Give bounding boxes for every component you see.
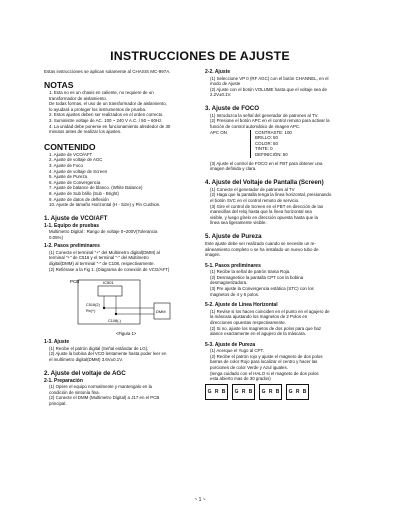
text-line: De todas formas, el uso de un transformador de aislamiento, (49, 101, 167, 107)
grb-box-1 (205, 384, 228, 400)
text-line: 1. Ajuste de VCO/AFT (49, 151, 93, 157)
contenido-list (44, 152, 204, 208)
text-line: porciones de color Verde y Azul iguales. (210, 364, 288, 370)
text-line: barras de color Rojo para localizar el centro y hacer las (210, 359, 318, 365)
grb-letter: G (288, 388, 293, 395)
figure-caption: <Figura 1> (116, 331, 137, 337)
text-line: esta abierto mas de 30 grados) (210, 376, 271, 382)
text-line: (2) Recibe el patrón rojo y ajuste el magneto de dos polos (210, 353, 323, 359)
text-line: principal. (49, 400, 67, 406)
text-line: 7. Ajuste de balance de blanco. (White Balance) (49, 185, 143, 191)
ic501-box (98, 286, 122, 296)
page-title: INSTRUCCIONES DE AJUSTE (110, 49, 290, 63)
text-line: terminal "+" de C516 y el terminal "-" del Multimetro (49, 255, 149, 261)
section-5-2-list (205, 309, 375, 337)
section-5-1-list (205, 269, 375, 297)
rx-label: Rx(+) (86, 309, 96, 314)
text-line: (2) Ajuste con el botón VOLUME hasta que el voltaje sea de (210, 86, 327, 92)
page-number: ~ 1 ~ (194, 497, 206, 503)
text-line: manecillas del reloj hasta que la línea horizontal sea (210, 209, 312, 215)
grb-box-3 (259, 384, 282, 400)
grb-letter: B (248, 388, 253, 395)
section-3-heading: 3. Ajuste de FOCO (205, 104, 260, 112)
left-column (44, 69, 204, 406)
text-line: (2) Desmagnetice la pantalla CPT con la bobina (210, 274, 304, 280)
section-3-list (205, 113, 375, 130)
pcb-label: PCB (70, 279, 80, 285)
intro-text: Estas instrucciones se aplican solamente al CHASIS MC-997A. (44, 69, 171, 74)
section-1-2-heading: 1-2. Pasos preliminares (44, 243, 100, 250)
grb-box-2 (232, 384, 255, 400)
notas-list (44, 90, 204, 135)
text-line: alance exactamente en el agujero de la máscara. (210, 331, 306, 337)
apc-values (250, 130, 292, 158)
c108-label: C108(-) (108, 319, 121, 324)
contenido-heading: CONTENIDO (44, 141, 96, 152)
grb-letter: R (214, 388, 219, 395)
text-line: imagen definida y clara. (210, 166, 257, 172)
section-1-2-list (44, 250, 204, 272)
section-5-intro (205, 241, 375, 258)
section-5-3-list (205, 348, 375, 382)
section-2-1-list (44, 384, 204, 406)
section-1-3-list (44, 346, 204, 363)
section-5-3-heading: 5-3. Ajuste de Pureza (205, 341, 256, 348)
c516-label: C516(2) (86, 303, 100, 308)
text-line: función de control automático de imagen APC. (210, 124, 301, 130)
section-4-heading: 4. Ajuste del Voltaje de Pantalla (Screen) (205, 178, 324, 186)
section-1-3-heading: 1-3. Ajuste (44, 339, 70, 346)
text-line: imagen. (205, 252, 221, 258)
text-line: (3) Ajuste el control de FOCO en el FBT para obtener una (210, 160, 323, 166)
text-line: direcciones opuestas respectivamente. (210, 319, 286, 325)
section-1-heading: 1. Ajuste de VCO/AFT (44, 214, 108, 222)
section-2-2-list (205, 76, 375, 98)
text-line: (1) Revise si los haces coinciden en el punto en el agujero de (210, 308, 330, 314)
dmm-label: DMM (156, 309, 166, 315)
apc-block (205, 130, 375, 158)
section-5-2-heading: 5-2. Ajuste de Línea Horizontal (205, 302, 278, 309)
text-line: (1) Conecte el terminal "+" del Multimetro digital(DMM) al (49, 249, 160, 255)
text-line: la máscara ajustando los magnetos de 2 Polos en (210, 314, 308, 320)
text-line: lo ayudará a proteger los instrumentos de prueba. (49, 106, 147, 112)
figure-1-diagram (68, 275, 188, 339)
text-line: el botón SVC en el control remoto de servicio. (210, 198, 300, 203)
text-line: (1) Recibe la señal de patrón trama Roja. (210, 269, 291, 275)
text-line: (2) Haga que la pantalla tenga la línea horizontal, presionando (210, 192, 332, 198)
text-line: (1) Introduzca la señal del generador de patrones al TV. (210, 112, 319, 118)
grb-letter: B (275, 388, 280, 395)
text-line: (1) Recibe el patrón digital (Señal estándar de LG). (49, 345, 149, 351)
text-line: línea sea ligeramente visible. (210, 220, 267, 226)
text-line: COLOR: 50 (255, 140, 278, 146)
apc-label: APC ON (210, 129, 227, 135)
text-line: 0.05%) (49, 234, 63, 240)
text-line: 10. Ajuste de tamaño Horizontal (H - Size) y Pin Cushion. (49, 202, 161, 208)
right-column (205, 69, 375, 400)
text-line: 5. Ajuste de Pureza (49, 174, 88, 180)
section-1-1-text (44, 229, 204, 240)
section-5-1-heading: 5-1. Pasos preliminares (205, 262, 261, 269)
text-line: 6. Ajuste de Convergencia (49, 179, 101, 185)
section-2-2-heading: 2-2. Ajuste (205, 69, 231, 75)
text-line: (1) Opere el equipo normalmente y mantengalo en la (49, 384, 152, 390)
text-line: BRILLO: 50 (255, 135, 278, 141)
text-line: 2.2V±0.1V. (210, 92, 232, 98)
text-line: transformador de aislamiento. (49, 95, 108, 101)
text-line: CONTRASTE: 100 (255, 129, 292, 135)
text-line: 3. Ajuste de Foco (49, 162, 83, 168)
grb-letter: B (221, 388, 226, 395)
text-line: (2) Presione el botón APC en el control remoto para activar la (210, 118, 330, 124)
text-line: 9. Ajuste de datos de deflexión (49, 196, 109, 202)
text-line: (2) Refiérase a la Fig 1. (Diagrama de conexión de VCO/AFT) (49, 266, 170, 272)
grb-boxes (205, 384, 375, 400)
text-line: (1) Conecte el generador de patrones al TV (210, 186, 295, 192)
section-1-1-heading: 1-1. Equipo de pruebas (44, 222, 100, 229)
grb-box-4 (286, 384, 309, 400)
text-line: TINTE: 0 (255, 146, 273, 152)
grb-letter: G (261, 388, 266, 395)
text-line: alineamiento completo o se ha instalado un nuevo tubo de (205, 246, 319, 252)
pcb-outline (78, 280, 140, 324)
text-line: DEFINICIÓN: 50 (255, 152, 288, 158)
text-line: visible, y luego gírelo en dirección opuesta hasta que la (210, 214, 318, 220)
text-line: 1. Esta no es un chasis en caliente, no requiere de un (49, 90, 154, 95)
text-line: Multimetro Digital : Rango de voltaje 0~200V(Tolerancia (49, 229, 158, 235)
text-line: 2. Ajuste de voltaje de AGC (49, 157, 103, 163)
text-line: Este ajuste debe ser realizado cuando se necesite un re- (205, 240, 316, 246)
text-line: (1) Seleccione VP 0 (RF AGC) con el botón CHANNEL, en el (210, 75, 329, 81)
section-2-1-heading: 2-1. Preparación (44, 377, 83, 384)
section-5-heading: 5. Ajuste de Pureza (205, 232, 262, 240)
text-line: desmagnetizadora. (210, 280, 248, 286)
text-line: magnetos de 4 y 6 polos. (210, 291, 260, 297)
text-line: 4. La unidad debe ponerse en funcionamiento alrededor de 30 (49, 123, 171, 129)
text-line: (2) Conecte el DMM (Multimetro Digital) a J17 en el PCB (49, 395, 160, 401)
text-line: condición de sintonía fina. (49, 389, 100, 395)
grb-letter: R (241, 388, 246, 395)
grb-letter: B (302, 388, 307, 395)
text-line: (tenga cuidado con el HALO si el magneto de dos polos (210, 370, 319, 376)
text-line: 3. Suministre voltaje de AC. 100 ~ 240 V A.C. / 50 ~ 60Hz. (49, 117, 163, 123)
grb-letter: G (207, 388, 212, 395)
ic501-label: IC501 (103, 280, 114, 286)
text-line: (1) Acerque el Yugo al CPT. (210, 348, 264, 354)
grb-letter: R (268, 388, 273, 395)
section-3-item3 (205, 161, 375, 172)
text-line: minutos antes de realizar los ajustes. (49, 129, 122, 135)
text-line: el multímetro digital(DMM) 3.6V±0.1V. (49, 356, 123, 362)
section-2-heading: 2. Ajuste del voltaje de AGC (44, 369, 126, 377)
text-line: (3) Gire el control de Screen en el FBT en dirección de las (210, 203, 324, 209)
text-line: (2) Ajuste la bobina del VCO lentamente hasta poder leer en (49, 351, 167, 357)
grb-letter: R (295, 388, 300, 395)
text-line: (2) Si no, ajuste los magnetos de dos polos para que haz (210, 325, 322, 331)
text-line: 2. Estos ajustes deben ser realizados en el orden correcto. (49, 112, 164, 118)
text-line: 4. Ajuste de voltaje de Screen (49, 168, 108, 174)
notas-heading: NOTAS (44, 80, 74, 90)
text-line: modo de Ajuste (210, 81, 241, 87)
text-line: 8. Ajuste de Sub brillo (Sub - Bright) (49, 190, 119, 196)
section-4-list (205, 187, 375, 226)
grb-letter: G (234, 388, 239, 395)
text-line: (3) Pre ajuste la Convergencia estática (STC) con los (210, 286, 314, 292)
text-line: digital(DMM) al terminal "-" de C108, respectivamente. (49, 261, 155, 267)
